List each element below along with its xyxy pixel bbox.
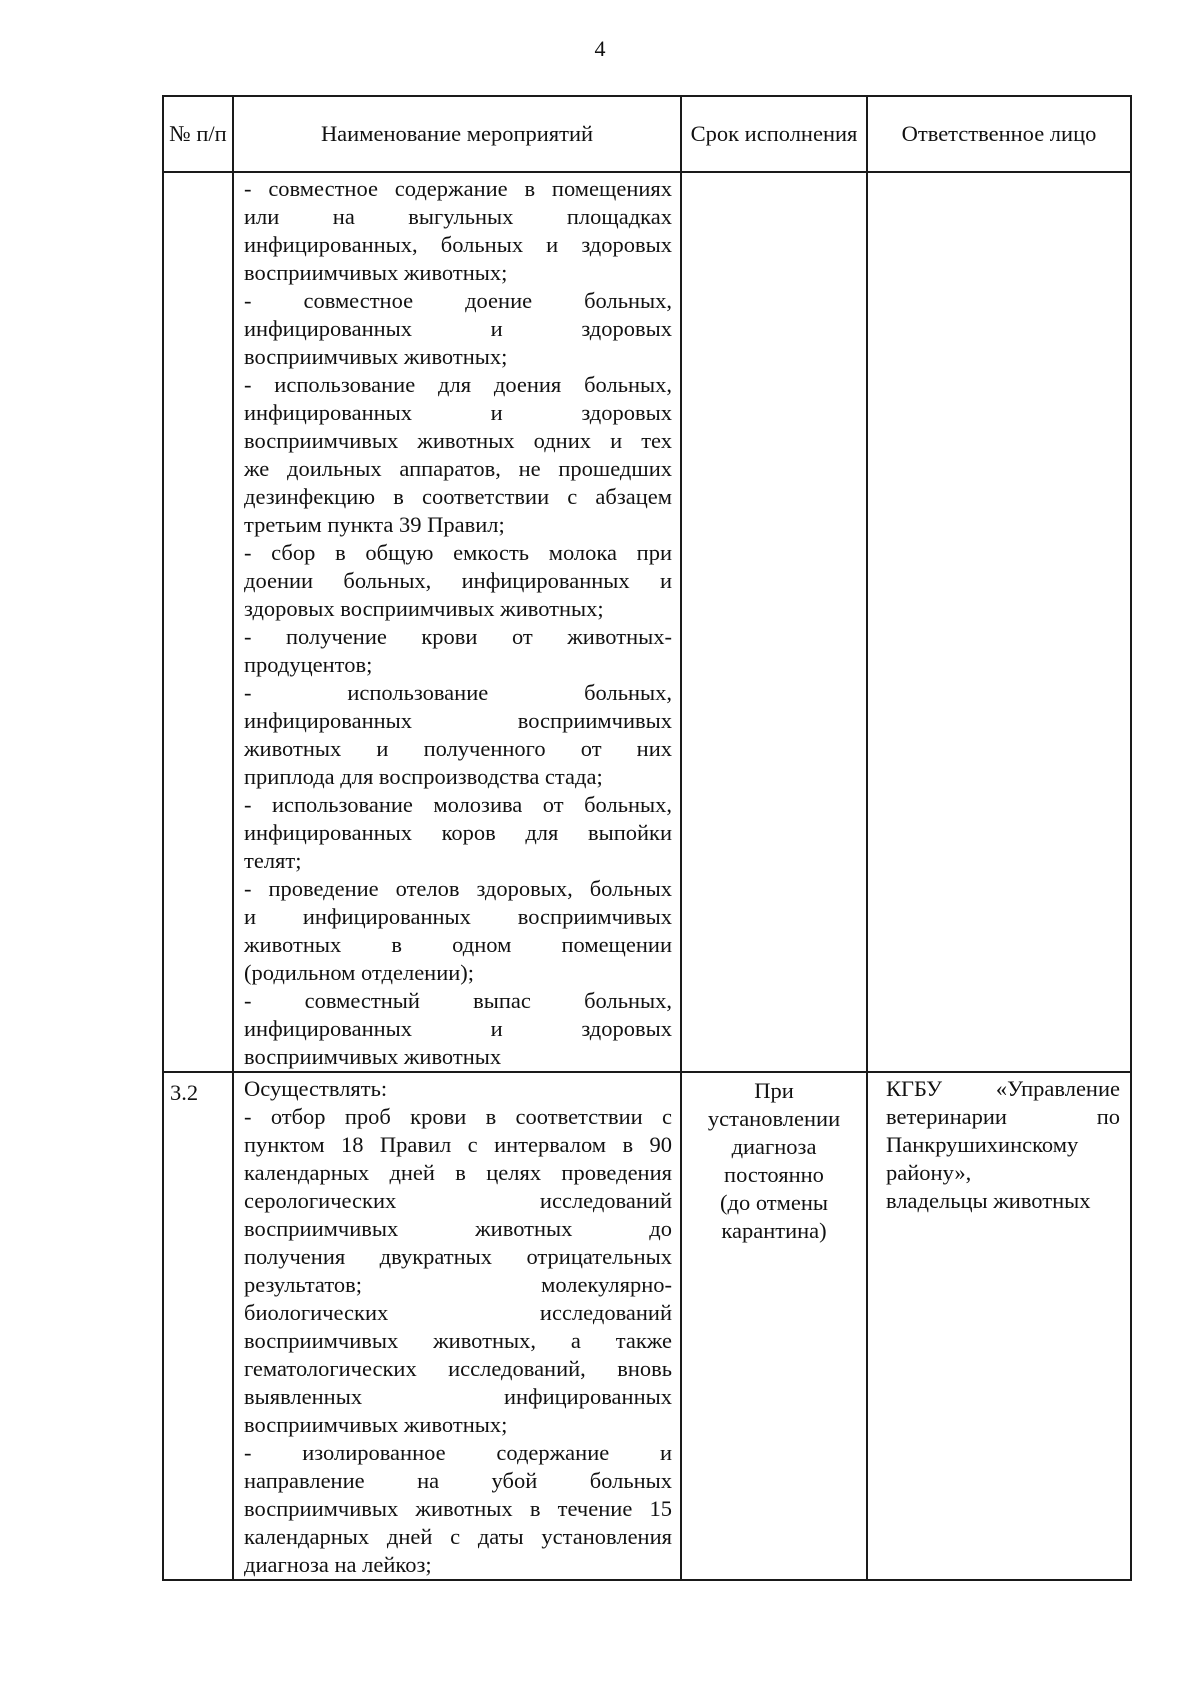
responsible-text-line: ветеринарии по bbox=[886, 1104, 1120, 1129]
measures-table bbox=[162, 95, 1132, 1581]
measure-text-line: - проведение отелов здоровых, больных bbox=[244, 876, 672, 901]
measure-text-line: восприимчивых животных, а также bbox=[244, 1328, 672, 1353]
measure-text-line: - совместное доение больных, bbox=[244, 288, 672, 313]
responsible-text-line: КГБУ «Управление bbox=[886, 1076, 1120, 1101]
measure-text-line: инфицированных коров для выпойки bbox=[244, 820, 672, 845]
term-cell bbox=[681, 172, 867, 1072]
term-text-line: При bbox=[754, 1078, 794, 1103]
measure-text-line: - совместный выпас больных, bbox=[244, 988, 672, 1013]
measure-text-line: получения двукратных отрицательных bbox=[244, 1244, 672, 1269]
header-responsible: Ответственное лицо bbox=[867, 96, 1131, 172]
measure-text-line: диагноза на лейкоз; bbox=[244, 1552, 432, 1577]
measure-text-line: инфицированных и здоровых bbox=[244, 400, 672, 425]
measure-text-line: календарных дней с даты установления bbox=[244, 1524, 672, 1549]
responsible-text-line: владельцы животных bbox=[886, 1188, 1091, 1213]
measure-text-line: пунктом 18 Правил с интервалом в 90 bbox=[244, 1132, 672, 1157]
measure-name-cell bbox=[233, 1072, 681, 1580]
responsible-text-line: району», bbox=[886, 1160, 972, 1185]
row-number-cell bbox=[163, 172, 233, 1072]
table-row bbox=[163, 1072, 1131, 1580]
measure-text-line: (родильном отделении); bbox=[244, 960, 475, 985]
measure-text-line: восприимчивых животных; bbox=[244, 1412, 508, 1437]
measure-text-line: серологических исследований bbox=[244, 1188, 672, 1213]
term-text-line: установлении bbox=[707, 1106, 841, 1131]
measure-text-line: телят; bbox=[244, 848, 302, 873]
responsible-text-line: Панкрушихинскому bbox=[886, 1132, 1079, 1157]
measure-text-line: же доильных аппаратов, не прошедших bbox=[244, 456, 672, 481]
term-text-line: карантина) bbox=[721, 1218, 827, 1243]
measure-text-line: третьим пункта 39 Правил; bbox=[244, 512, 505, 537]
measure-text-line: - использование больных, bbox=[244, 680, 672, 705]
measure-text-line: восприимчивых животных одних и тех bbox=[244, 428, 672, 453]
responsible-cell bbox=[867, 1072, 1131, 1580]
page-number: 4 bbox=[594, 36, 606, 61]
responsible-cell bbox=[867, 172, 1131, 1072]
measure-text-line: - отбор проб крови в соответствии с bbox=[244, 1104, 672, 1129]
measure-text-line: направление на убой больных bbox=[244, 1468, 672, 1493]
measure-text-line: восприимчивых животных bbox=[244, 1044, 502, 1069]
measure-text-line: восприимчивых животных в течение 15 bbox=[244, 1496, 672, 1521]
measure-text-line: Осуществлять: bbox=[244, 1076, 388, 1101]
measure-text-line: или на выгульных площадках bbox=[244, 204, 672, 229]
header-num: № п/п bbox=[163, 96, 233, 172]
measure-text-line: животных и полученного от них bbox=[244, 736, 672, 761]
measure-text-line: выявленных инфицированных bbox=[244, 1384, 672, 1409]
measure-text-line: результатов; молекулярно- bbox=[244, 1272, 672, 1297]
measure-text-line: - использование для доения больных, bbox=[244, 372, 672, 397]
measure-text-line: гематологических исследований, вновь bbox=[244, 1356, 672, 1381]
table-header-row bbox=[163, 96, 1131, 172]
measure-text-line: - изолированное содержание и bbox=[244, 1440, 672, 1465]
measure-text-line: животных в одном помещении bbox=[244, 932, 672, 957]
measure-text-line: - использование молозива от больных, bbox=[244, 792, 672, 817]
measure-text-line: инфицированных, больных и здоровых bbox=[244, 232, 672, 257]
term-cell bbox=[681, 1072, 867, 1580]
measure-text-line: продуцентов; bbox=[244, 652, 373, 677]
measure-text-line: - сбор в общую емкость молока при bbox=[244, 540, 672, 565]
measure-text-line: приплода для воспроизводства стада; bbox=[244, 764, 603, 789]
measure-text-line: и инфицированных восприимчивых bbox=[244, 904, 672, 929]
header-term: Срок исполнения bbox=[681, 96, 867, 172]
measure-text-line: восприимчивых животных; bbox=[244, 344, 508, 369]
measure-text-line: инфицированных восприимчивых bbox=[244, 708, 672, 733]
measure-text-line: восприимчивых животных до bbox=[244, 1216, 672, 1241]
table-row bbox=[163, 172, 1131, 1072]
row-number-cell: 3.2 bbox=[163, 1072, 233, 1580]
header-name: Наименование мероприятий bbox=[233, 96, 681, 172]
measure-text-line: биологических исследований bbox=[244, 1300, 672, 1325]
measure-text-line: - получение крови от животных- bbox=[244, 624, 672, 649]
measure-text-line: доении больных, инфицированных и bbox=[244, 568, 672, 593]
measure-text-line: календарных дней в целях проведения bbox=[244, 1160, 672, 1185]
measure-text-line: - совместное содержание в помещениях bbox=[244, 176, 672, 201]
measure-text-line: здоровых восприимчивых животных; bbox=[244, 596, 604, 621]
term-text-line: диагноза bbox=[731, 1134, 817, 1159]
measure-name-cell bbox=[233, 172, 681, 1072]
measure-text-line: инфицированных и здоровых bbox=[244, 316, 672, 341]
measure-text-line: инфицированных и здоровых bbox=[244, 1016, 672, 1041]
measure-text-line: дезинфекцию в соответствии с абзацем bbox=[244, 484, 672, 509]
term-text-line: (до отмены bbox=[720, 1190, 828, 1215]
measure-text-line: восприимчивых животных; bbox=[244, 260, 508, 285]
term-text-line: постоянно bbox=[724, 1162, 824, 1187]
